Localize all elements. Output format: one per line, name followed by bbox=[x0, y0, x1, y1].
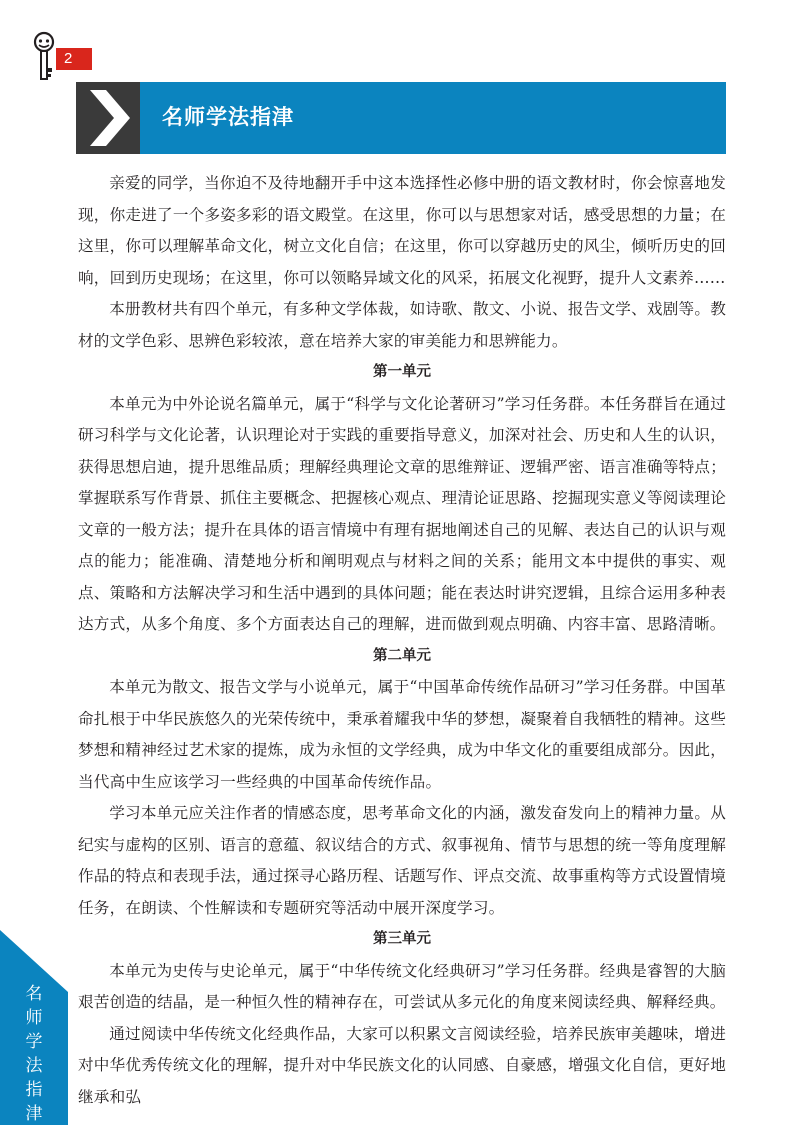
chevron-right-icon bbox=[76, 82, 140, 154]
unit-paragraph: 本单元为中外论说名篇单元，属于“科学与文化论著研习”学习任务群。本任务群旨在通过研习科学与文化论著，认识理论对于实践的重要指导意义，加深对社会、历史和人生的认识，获得思想启迪，提升思维品质；理解经典理论文章的思维辩证、逻辑严密、语言准确等特点；掌握联系写作背景、抓住主要概念、把握核心观点、理清论证思路、挖掘现实意义等阅读理论文章的一般方法；提升在具体的语言情境中有理有据地阐述自己的见解、表达自己的认识与观点的能力；能准确、清楚地分析和阐明观点与材料之间的关系；能用文本中提供的事实、观点、策略和方法解决学习和生活中遇到的具体问题；能在表达时讲究逻辑，且综合运用多种表达方式，从多个角度、多个方面表达自己的理解，进而做到观点明确、内容丰富、思路清晰。 bbox=[78, 394, 726, 633]
unit-paragraph: 学习本单元应关注作者的情感态度，思考革命文化的内涵，激发奋发向上的精神力量。从纪实与虚构的区别、语言的意蕴、叙议结合的方式、叙事视角、情节与思想的统一等角度理解作品的特点和表现手法，通过探寻心路历程、话题写作、评点交流、故事重构等方式设置情境任务，在朗读、个性解读和专题研究等活动中展开深度学习。 bbox=[78, 804, 726, 917]
unit-paragraph: 通过阅读中华传统文化经典作品，大家可以积累文言阅读经验，培养民族审美趣味，增进对中华优秀传统文化的理解，提升对中华民族文化的认同感、自豪感，增强文化自信，更好地继承和弘 bbox=[78, 1024, 726, 1106]
unit-paragraph: 本单元为史传与史论单元，属于“中华传统文化经典研习”学习任务群。经典是睿智的大脑艰苦创造的结晶，是一种恒久性的精神存在，可尝试从多元化的角度来阅读经典、解释经典。 bbox=[78, 961, 726, 1011]
intro-paragraph: 本册教材共有四个单元，有多种文学体裁，如诗歌、散文、小说、报告文学、戏剧等。教材的文学色彩、思辨色彩较浓，意在培养大家的审美能力和思辨能力。 bbox=[78, 300, 726, 350]
section-banner bbox=[76, 82, 726, 154]
section-title: 名师学法指津 bbox=[162, 105, 294, 129]
page-number-tab bbox=[56, 48, 92, 70]
page-number: 2 bbox=[64, 50, 73, 67]
chevron-block bbox=[76, 82, 140, 154]
side-label: 名师学法指津 bbox=[25, 984, 43, 1124]
unit-paragraph: 本单元为散文、报告文学与小说单元，属于“中国革命传统作品研习”学习任务群。中国革命扎根于中华民族悠久的光荣传统中，秉承着耀我中华的梦想，凝聚着自我牺牲的精神。这些梦想和精神经过艺术家的提炼，成为永恒的文学经典，成为中华文化的重要组成部分。因此，当代高中生应该学习一些经典的中国革命传统作品。 bbox=[78, 678, 726, 791]
unit-heading: 第三单元 bbox=[373, 931, 431, 947]
main-content bbox=[78, 168, 726, 1113]
intro-paragraph: 亲爱的同学，当你迫不及待地翻开手中这本选择性必修中册的语文教材时，你会惊喜地发现，你走进了一个多姿多彩的语文殿堂。在这里，你可以与思想家对话，感受思想的力量；在这里，你可以理解革命文化，树立文化自信；在这里，你可以穿越历史的风尘，倾听历史的回响，回到历史现场；在这里，你可以领略异域文化的风采，拓展文化视野，提升人文素养…… bbox=[78, 174, 726, 287]
unit-heading: 第二单元 bbox=[373, 647, 431, 664]
unit-heading: 第一单元 bbox=[373, 364, 431, 380]
